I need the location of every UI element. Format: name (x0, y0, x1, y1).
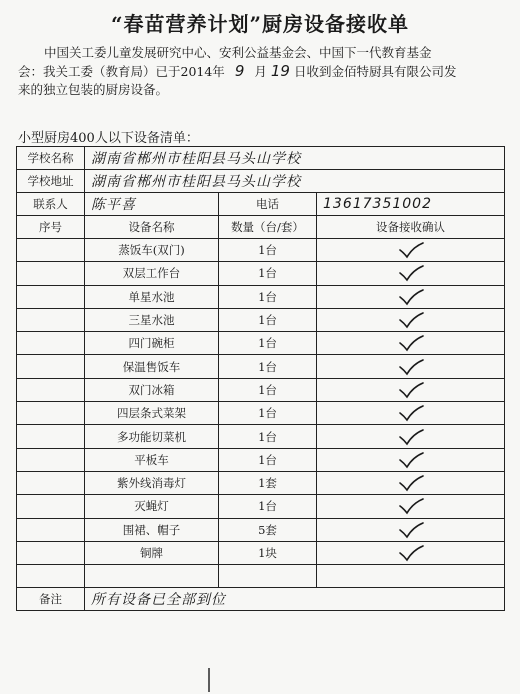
item-number (17, 402, 85, 425)
received-day: 19 (270, 62, 290, 80)
item-number (17, 262, 85, 285)
school-name-label: 学校名称 (17, 147, 85, 170)
receipt-confirmation (317, 262, 505, 285)
item-name: 围裙、帽子 (85, 518, 219, 541)
checkmark-icon (396, 428, 426, 446)
remark-label: 备注 (17, 588, 85, 611)
checkmark-icon (396, 311, 426, 329)
intro-line-1: 中国关工委儿童发展研究中心、安利公益基金会、中国下一代教育基金 (44, 45, 432, 60)
school-address-label: 学校地址 (17, 170, 85, 193)
checkmark-icon (396, 288, 426, 306)
item-number (17, 378, 85, 401)
column-header: 设备接收确认 (317, 216, 505, 239)
table-row (17, 239, 505, 262)
item-quantity: 5套 (219, 518, 317, 541)
item-number (17, 239, 85, 262)
item-number (17, 355, 85, 378)
school-address-row (17, 170, 505, 193)
contact-value: 陈平喜 (85, 193, 219, 216)
item-name: 铜牌 (85, 541, 219, 564)
intro-line-3: 来的独立包装的厨房设备。 (18, 82, 169, 97)
receipt-confirmation (317, 495, 505, 518)
receipt-confirmation (317, 355, 505, 378)
intro-line-2-start: 会：我关工委（教育局）已于2014年 (18, 64, 225, 79)
item-quantity: 1台 (219, 425, 317, 448)
checkmark-icon (396, 497, 426, 515)
item-name: 紫外线消毒灯 (85, 471, 219, 494)
item-quantity: 1台 (219, 332, 317, 355)
receipt-confirmation (317, 471, 505, 494)
checkmark-icon (396, 544, 426, 562)
table-row (17, 262, 505, 285)
table-row (17, 308, 505, 331)
checkmark-icon (396, 521, 426, 539)
receipt-confirmation (317, 448, 505, 471)
school-name-row (17, 147, 505, 170)
receipt-confirmation (317, 565, 505, 588)
received-month: 9 (234, 62, 245, 80)
phone-value: 13617351002 (317, 193, 505, 216)
contact-row (17, 193, 505, 216)
pen-stroke (206, 668, 212, 694)
equipment-list-caption: 小型厨房400人以下设备清单： (18, 131, 199, 146)
table-row (17, 355, 505, 378)
item-quantity: 1台 (219, 448, 317, 471)
item-quantity: 1台 (219, 262, 317, 285)
intro-paragraph (18, 44, 506, 99)
checkmark-icon (396, 358, 426, 376)
item-number (17, 565, 85, 588)
item-name: 四门碗柜 (85, 332, 219, 355)
item-number (17, 471, 85, 494)
table-row (17, 425, 505, 448)
receipt-form-table (16, 146, 505, 611)
item-name: 双门冰箱 (85, 378, 219, 401)
table-row (17, 518, 505, 541)
item-number (17, 518, 85, 541)
item-number (17, 448, 85, 471)
receipt-confirmation (317, 518, 505, 541)
month-unit: 月 (254, 64, 267, 79)
item-number (17, 308, 85, 331)
item-quantity: 1台 (219, 239, 317, 262)
receipt-confirmation (317, 332, 505, 355)
item-quantity (219, 565, 317, 588)
checkmark-icon (396, 381, 426, 399)
item-name: 保温售饭车 (85, 355, 219, 378)
item-number (17, 495, 85, 518)
column-header: 数量（台/套） (219, 216, 317, 239)
item-number (17, 425, 85, 448)
checkmark-icon (396, 334, 426, 352)
receipt-confirmation (317, 378, 505, 401)
school-address-value: 湖南省郴州市桂阳县马头山学校 (85, 170, 505, 193)
item-quantity: 1台 (219, 495, 317, 518)
checkmark-icon (396, 451, 426, 469)
item-name: 灭蝇灯 (85, 495, 219, 518)
item-name: 三星水池 (85, 308, 219, 331)
table-row (17, 378, 505, 401)
item-number (17, 285, 85, 308)
item-name: 多功能切菜机 (85, 425, 219, 448)
table-header-row (17, 216, 505, 239)
table-row (17, 448, 505, 471)
item-quantity: 1块 (219, 541, 317, 564)
remark-value: 所有设备已全部到位 (85, 588, 505, 611)
item-name: 双层工作台 (85, 262, 219, 285)
checkmark-icon (396, 264, 426, 282)
item-name: 蒸饭车(双门) (85, 239, 219, 262)
table-row (17, 565, 505, 588)
table-row (17, 402, 505, 425)
receipt-confirmation (317, 425, 505, 448)
item-quantity: 1台 (219, 402, 317, 425)
receipt-confirmation (317, 239, 505, 262)
item-quantity: 1台 (219, 285, 317, 308)
item-name: 单星水池 (85, 285, 219, 308)
contact-label: 联系人 (17, 193, 85, 216)
table-row (17, 495, 505, 518)
receipt-confirmation (317, 541, 505, 564)
item-quantity: 1台 (219, 355, 317, 378)
item-quantity: 1套 (219, 471, 317, 494)
phone-label: 电话 (219, 193, 317, 216)
item-name: 四层条式菜架 (85, 402, 219, 425)
checkmark-icon (396, 474, 426, 492)
document-title: “春苗营养计划”厨房设备接收单 (110, 12, 409, 36)
school-name-value: 湖南省郴州市桂阳县马头山学校 (85, 147, 505, 170)
receipt-confirmation (317, 285, 505, 308)
item-quantity: 1台 (219, 308, 317, 331)
item-quantity: 1台 (219, 378, 317, 401)
table-row (17, 285, 505, 308)
receipt-confirmation (317, 402, 505, 425)
table-row (17, 541, 505, 564)
table-row (17, 471, 505, 494)
table-row (17, 332, 505, 355)
column-header: 设备名称 (85, 216, 219, 239)
remark-row (17, 588, 505, 611)
column-header: 序号 (17, 216, 85, 239)
item-number (17, 332, 85, 355)
receipt-confirmation (317, 308, 505, 331)
item-name: 平板车 (85, 448, 219, 471)
item-name (85, 565, 219, 588)
checkmark-icon (396, 241, 426, 259)
item-number (17, 541, 85, 564)
intro-line-2-end: 日收到金佰特厨具有限公司发 (293, 64, 457, 79)
intro-line-2 (18, 62, 506, 81)
checkmark-icon (396, 404, 426, 422)
